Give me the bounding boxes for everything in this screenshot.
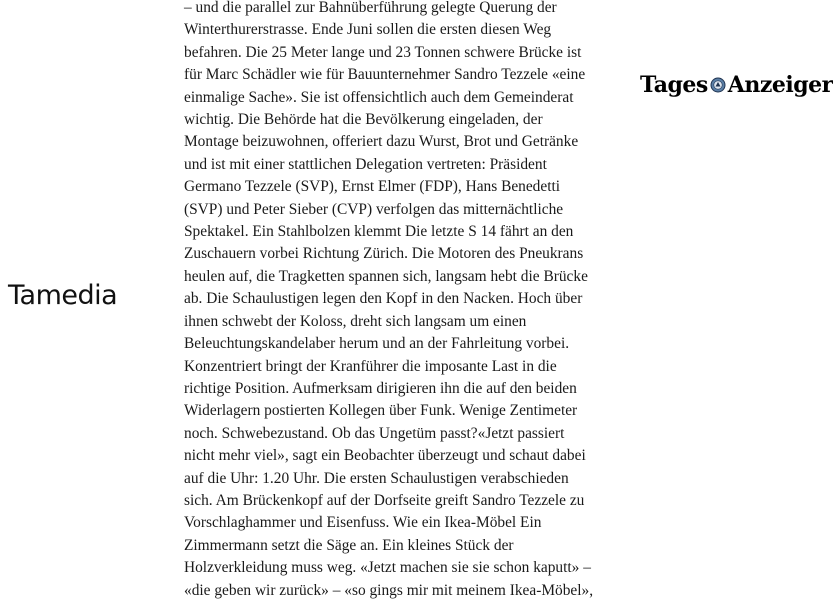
article-line: sich. Am Brückenkopf auf der Dorfseite greift Sandro Tezzele zu — [184, 491, 585, 509]
article-line: auf die Uhr: 1.20 Uhr. Die ersten Schaulustigen verabschieden — [184, 469, 569, 487]
article-line: – und die parallel zur Bahnüberführung gelegte Querung der — [184, 0, 557, 16]
article-line: Winterthurerstrasse. Ende Juni sollen die ersten diesen Weg — [184, 21, 552, 39]
article-line: Spektakel. Ein Stahlbolzen klemmt Die letzte S 14 fährt an den — [184, 223, 574, 241]
article-line: (SVP) und Peter Sieber (CVP) verfolgen das mitternächtliche — [184, 200, 564, 218]
article-body — [184, 0, 634, 602]
article-line: Holzverkleidung muss weg. «Jetzt machen sie sie schon kaputt» – — [184, 559, 591, 577]
article-line: heulen auf, die Tragketten spannen sich, langsam hebt die Brücke — [184, 267, 588, 285]
article-line: Konzentriert bringt der Kranführer die imposante Last in die — [184, 357, 557, 375]
article-line: wichtig. Die Behörde hat die Bevölkerung eingeladen, der — [184, 111, 543, 129]
article-line: Zimmermann setzt die Säge an. Ein kleines Stück der — [184, 536, 514, 554]
article-line: einmalige Sache». Sie ist offensichtlich auch dem Gemeinderat — [184, 88, 574, 106]
article-line: «die geben wir zurück» – «so gings mir mit meinem Ikea-Möbel», — [184, 581, 594, 599]
masthead-right: Anzeiger — [727, 72, 833, 98]
masthead-left: Tages — [640, 72, 708, 98]
article-line: Widerlagern postierten Kollegen über Funk. Wenige Zentimeter — [184, 402, 578, 420]
article-line: noch. Schwebezustand. Ob das Ungetüm passt?«Jetzt passiert — [184, 424, 565, 442]
article-line: und ist mit einer stattlichen Delegation vertreten: Präsident — [184, 155, 547, 173]
publisher-logo: Tamedia — [8, 280, 118, 311]
seal-icon — [710, 77, 726, 93]
article-line: befahren. Die 25 Meter lange und 23 Tonnen schwere Brücke ist — [184, 43, 582, 61]
article-line: Beleuchtungskandelaber herum und an der Fahrleitung vorbei. — [184, 335, 570, 353]
article-line: ihnen schwebt der Koloss, dreht sich langsam um einen — [184, 312, 527, 330]
article-line: für Marc Schädler wie für Bauunternehmer Sandro Tezzele «eine — [184, 66, 586, 84]
article-line: Germano Tezzele (SVP), Ernst Elmer (FDP), Hans Benedetti — [184, 178, 561, 196]
article-line: Zuschauern vorbei Richtung Zürich. Die Motoren des Pneukrans — [184, 245, 584, 263]
article-line: Montage beizuwohnen, offeriert dazu Wurst, Brot und Getränke — [184, 133, 579, 151]
article-line: richtige Position. Aufmerksam dirigieren ihn die auf den beiden — [184, 379, 577, 397]
masthead-logo — [640, 72, 833, 98]
article-line: ab. Die Schaulustigen legen den Kopf in den Nacken. Hoch über — [184, 290, 583, 308]
article-line: Vorschlaghammer und Eisenfuss. Wie ein Ikea-Möbel Ein — [184, 514, 542, 532]
article-line: nicht mehr viel», sagt ein Beobachter überzeugt und schaut dabei — [184, 447, 586, 465]
